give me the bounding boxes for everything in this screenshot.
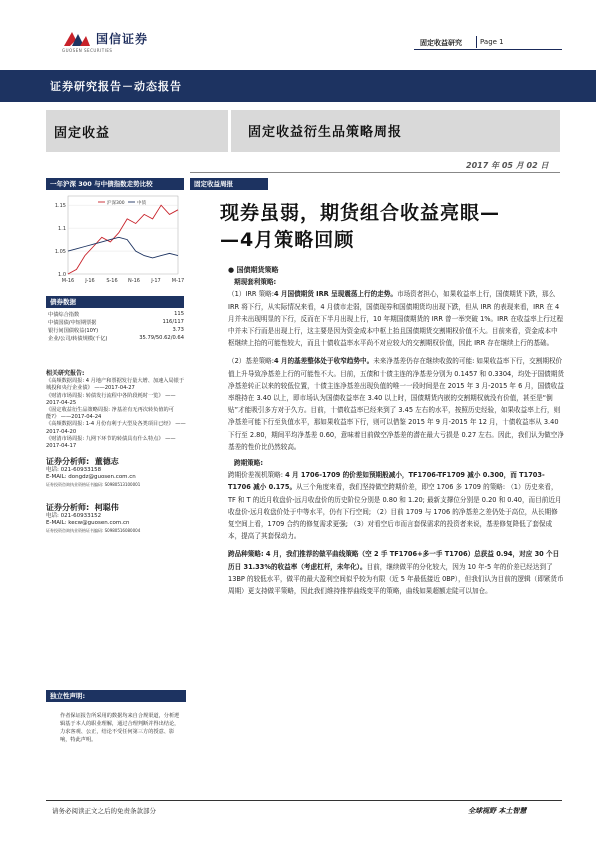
related-report-item[interactable]: 《高频数据周报: 1-4 月份有利于大型及各类项目已经》 ——2017-04-20 bbox=[46, 421, 186, 435]
data-value: 3.73 bbox=[172, 327, 184, 333]
bond-data-table bbox=[46, 311, 184, 343]
header-separator bbox=[476, 36, 477, 48]
y-tick-label: 1.0 bbox=[58, 271, 66, 278]
related-report-item[interactable]: 《财清市场周报: 转债发行流程中各阶段耗时一览》 ——2017-04-25 bbox=[46, 392, 176, 406]
y-tick-label: 1.15 bbox=[54, 202, 66, 209]
chart-box-title: 一年沪深 300 与中债指数走势比较 bbox=[46, 178, 184, 190]
legend-label: 沪深300 bbox=[107, 200, 125, 206]
main-title bbox=[220, 200, 565, 254]
footer-disclaimer-note: 请务必阅读正文之后的免责条款部分 bbox=[52, 807, 156, 815]
series-banner-end bbox=[560, 70, 596, 102]
header-rule bbox=[414, 49, 562, 50]
data-value: 35.79/50.62/0.64 bbox=[139, 335, 184, 341]
brand-name: 国信证券 bbox=[96, 32, 149, 46]
footer-rule bbox=[46, 800, 562, 801]
analyst-name: 柯聪伟 bbox=[94, 503, 119, 512]
paragraph-cross-product: 跨品种策略: 4 月，我们推荐的做平曲线策略（空 2 手 TF1706+多一手 T1706）总获益 0.94，对应 30 个日历日 31.33%的收益率（考虑杠杆，未年化）。目前，继续做平的分化较大，因为 10 年-5 年的价差已经达到了 13BP 的较低水平，做平的最大盈利空间似乎较为有限（近 5 年最低接近 0BP），但我们认为目前的逻辑（即紧货币周期）更支持做平策略，因此我们维持推荐曲线变平的策略，曲线如果超额走陡可以加仓。 bbox=[228, 550, 564, 596]
index-line-chart bbox=[46, 190, 184, 290]
series-banner bbox=[0, 70, 560, 102]
analyst-cert: 证券投资咨询执业资格证书编码: S0980516080004 bbox=[46, 528, 141, 533]
data-key: 中债综合指数 bbox=[48, 312, 80, 318]
analyst-card-2 bbox=[46, 504, 196, 534]
index-chart-box bbox=[46, 178, 184, 290]
report-body bbox=[228, 264, 564, 597]
analyst-name: 董德志 bbox=[94, 457, 119, 466]
analyst-label: 证券分析师: bbox=[46, 503, 90, 512]
paragraph-basis: （2）基差策略:4 月的基差整体处于收窄趋势中。未来净基差仍存在继续收敛的可能: 如果收益率下行，交割期权价值上升导致净基差上行的可能性不大。目前，五债和十债主连的净基差分别为 0.1457 和 0.3304，均处于国债期货净基差转正以来的较低位置，十债主连净基差出现负值的唯一一段时间是在 2015 年 3 月-2015 年 6 月，国债收益率维持在 3.40 以上，即市场认为国债收益率在 3.40 以上时，国债期货内嵌的交割期权就没有价值，甚至是“倒贴”才能吸引多方对于久方。目前，十债收益率已经来到了 3.45 左右的水平，按照历史经验，如果收益率上行，则净基差可能下行至负值水平，那如果收益率下行，则可以借鉴 2015 年 9 月-2015 年 12 月，十债收益率从 3.40 下行至 2.80，期间平均净基差 0.60，意味着目前做空净基差的潜在最大亏损是 0.27 左右。因此，我们认为做空净基差的性价比仍然较高。 bbox=[228, 357, 564, 451]
report-type-tag: 固定收益周报 bbox=[190, 178, 268, 190]
category-block bbox=[46, 110, 226, 152]
banner-divider bbox=[228, 110, 231, 152]
paragraph-irr: （1）IRR 策略:4 月国债期货 IRR 呈现震荡上行的走势。市场资者担心，如果收益率上行，国债期货下跌，那么 IRR 将下行，从实际情况来看，4 月债市走弱，国债现券和国债期货均出现下跌，但从 IRR 的表现来看，IRR 在 4 月并未出现明显的下行，反而在下半月出现上行，10 年期国债期货的 IRR 曾一举突破 1%。IRR 在收益率上行过程中并未下行而是出现上行，这主要是因为资金成本中枢上抬且国债期货交割期权价值不大。目前来看，资金成本中枢继续上抬的可能性较大，而且十债收益率水平尚不对应较大的交割期权价值，因此 IRR 存在继续上行的基础。 bbox=[228, 290, 564, 348]
page-number: Page 1 bbox=[480, 38, 504, 46]
data-key: 银行间国债收益(10Y) bbox=[48, 328, 99, 334]
related-reports bbox=[46, 370, 186, 450]
series-line-hs300 bbox=[68, 205, 178, 274]
data-row bbox=[46, 327, 184, 335]
data-key: 中债国债/中短期票据 bbox=[48, 320, 97, 326]
analyst-email[interactable]: E-MAIL: dongdz@guosen.com.cn bbox=[46, 474, 136, 480]
bond-data-title: 债券数据 bbox=[46, 296, 184, 308]
analyst-cert: 证券投资咨询执业资格证书编码: S0980513100001 bbox=[46, 482, 141, 487]
analyst-email[interactable]: E-MAIL: kecw@guosen.com.cn bbox=[46, 520, 130, 526]
data-row bbox=[46, 311, 184, 319]
data-value: 116/117 bbox=[162, 319, 184, 325]
report-title: 固定收益衍生品策略周报 bbox=[248, 125, 403, 140]
subsection-heading-2: 跨期策略: bbox=[234, 459, 264, 468]
brand-logo bbox=[62, 28, 182, 54]
analyst-card-1 bbox=[46, 458, 196, 488]
disclaimer-text: 作者保证报告所采用的数据均来自合规渠道，分析逻辑基于本人的职业理解，通过合理判断并得出结论，力求客观、公正，结论不受任何第三方的授意、影响，特此声明。 bbox=[60, 713, 180, 743]
disclaimer-title: 独立性声明: bbox=[46, 690, 186, 702]
related-report-item[interactable]: 《固定收益衍生品策略周报: 净基差有无再次转负值的可能?》 ——2017-04-24 bbox=[46, 407, 174, 421]
category-label: 固定收益 bbox=[54, 126, 111, 141]
plot-frame bbox=[68, 196, 178, 274]
data-value: 115 bbox=[174, 311, 184, 317]
y-tick-label: 1.05 bbox=[54, 248, 66, 255]
report-date: 2017 年 05 月 02 日 bbox=[466, 161, 549, 170]
series-line-cbond bbox=[68, 237, 178, 258]
analyst-tel: 电话: 021-60933152 bbox=[46, 513, 102, 519]
main-title-line-1: 现券虽弱，期货组合收益亮眼— bbox=[220, 202, 501, 224]
main-title-line-2: —4月策略回顾 bbox=[220, 229, 355, 251]
series-title: 证券研究报告－动态报告 bbox=[50, 80, 182, 93]
x-tick-label: J-16 bbox=[85, 278, 95, 284]
related-report-item[interactable]: 《高频数据周报: 4 月地产和票据发行量大增、加速入局银于城投和央行企业债》 ——2017-04-27 bbox=[46, 378, 185, 392]
x-tick-label: M-17 bbox=[171, 278, 184, 284]
brand-subtitle: GUOSEN SECURITIES bbox=[62, 48, 113, 53]
related-reports-title: 相关研究报告: bbox=[46, 370, 85, 377]
brand-mark-icon bbox=[62, 28, 92, 50]
y-tick-label: 1.1 bbox=[58, 225, 66, 232]
legend-label: 中债 bbox=[137, 200, 146, 206]
data-row bbox=[46, 319, 184, 327]
date-rule bbox=[190, 172, 560, 173]
footer-slogan: 全球视野 本土智慧 bbox=[468, 807, 527, 815]
x-tick-label: N-16 bbox=[128, 278, 140, 284]
x-tick-label: S-16 bbox=[106, 278, 118, 284]
x-tick-label: J-17 bbox=[151, 278, 161, 284]
x-tick-label: M-16 bbox=[61, 278, 75, 284]
analyst-label: 证券分析师: bbox=[46, 457, 90, 466]
data-key: 企业/公司/转债规模(千亿) bbox=[48, 336, 108, 342]
analyst-tel: 电话: 021-60933158 bbox=[46, 467, 102, 473]
paragraph-calendar-spread: 跨期价差视机策略: 4 月 1706-1709 的价差如预期般减小，TF1706-TF1709 减小 0.300，而 T1703-T1706 减小 0.175。从三个角度来看，我们坚持做空跨期价差，即空 1706 多 1709 的策略: （1）历史来看，TF 和 T 的近月收盘价-远月收盘价的历史阶位分别是 0.80 和 1.20; 最新支撑位分别是 0.20 和 0.40，而目前近月收盘价-远月收盘价处于中等水平，仍有下行空间; （2）目前 1709 与 1706 的净基差之差仍处于高位，从长期修复空间上看，1709 合约的修复需求更强; （3）对看空后市而言套保需求的投资者来说，基差修复降低了套保成本，提高了其套保动力。 bbox=[228, 471, 562, 541]
data-row bbox=[46, 335, 184, 343]
related-report-item[interactable]: 《财清市场周报: 九网下环节的转债具有什么特点》 ——2017-04-17 bbox=[46, 435, 176, 450]
subsection-heading-1: 期现套利策略: bbox=[234, 278, 277, 287]
section-heading: ● 国债期货策略 bbox=[228, 266, 279, 274]
header-tag: 固定收益研究 bbox=[420, 39, 462, 47]
